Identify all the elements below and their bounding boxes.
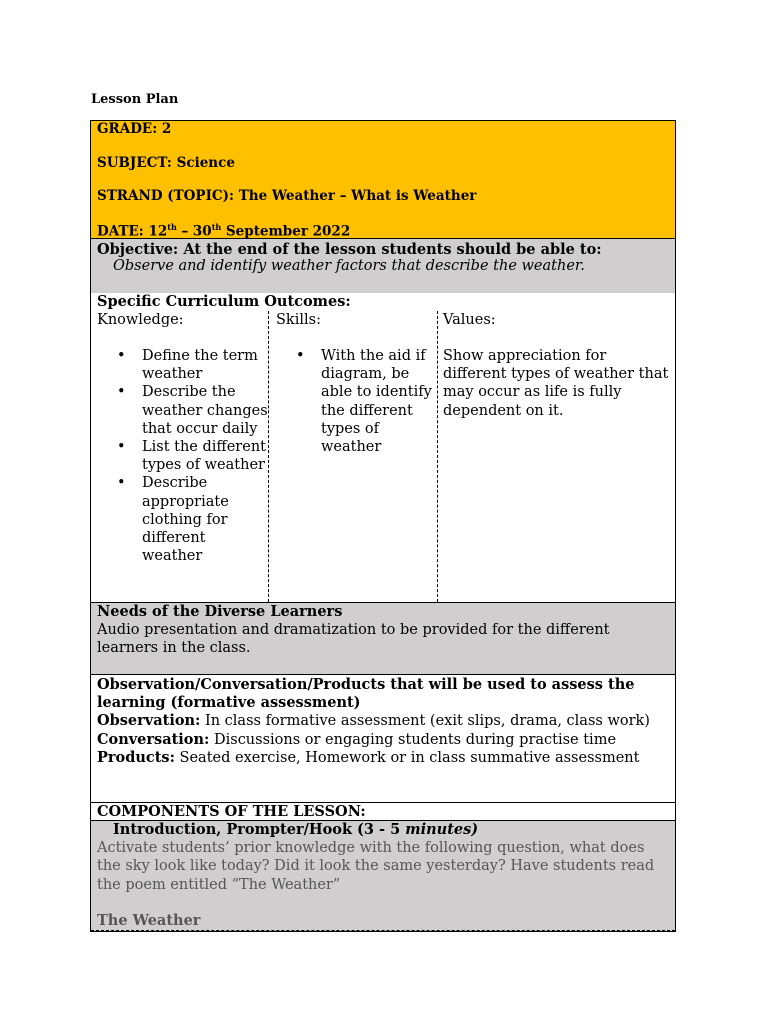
conversation-line bbox=[97, 731, 669, 749]
values-text: Show appreciation for different types of weather that may occur as life is fully dependent on it. bbox=[443, 348, 669, 419]
needs-text: Audio presentation and dramatization to be provided for the different learners in the class. bbox=[97, 622, 610, 657]
needs-heading: Needs of the Diverse Learners bbox=[97, 603, 343, 620]
values-label: Values: bbox=[443, 312, 496, 328]
header-section bbox=[91, 121, 675, 239]
list-item: • Describe appropriate clothing for different weather bbox=[142, 474, 269, 565]
intro-heading bbox=[97, 821, 669, 839]
outcomes-section bbox=[91, 293, 675, 603]
intro-text: Activate students’ prior knowledge with the following question, what does the sky look like today? Did it look the same yesterday? Have students read the poem entitled “The Weather” bbox=[97, 840, 655, 893]
column-divider bbox=[437, 311, 438, 602]
intro-heading-text: Introduction, Prompter/Hook (3 - 5 bbox=[113, 821, 406, 838]
knowledge-label: Knowledge: bbox=[97, 312, 184, 328]
list-item: • Define the term weather bbox=[142, 347, 269, 383]
components-section bbox=[91, 803, 675, 931]
skills-column bbox=[276, 311, 436, 602]
strand-line: STRAND (TOPIC): The Weather – What is Weather bbox=[97, 188, 477, 204]
date-sup-2: th bbox=[211, 222, 222, 232]
products-text: Seated exercise, Homework or in class summative assessment bbox=[174, 749, 640, 766]
conversation-label: Conversation: bbox=[97, 730, 210, 748]
document-title: Lesson Plan bbox=[91, 92, 179, 107]
objective-section bbox=[91, 239, 675, 293]
products-line bbox=[97, 749, 669, 767]
objective-text: Observe and identify weather factors that describe the weather. bbox=[113, 258, 585, 274]
assessment-heading: Observation/Conversation/Products that will be used to assess the learning (formative assessment) bbox=[97, 676, 635, 712]
observation-text: In class formative assessment (exit slips, drama, class work) bbox=[200, 713, 650, 730]
observation-label: Observation: bbox=[97, 712, 201, 730]
needs-section bbox=[91, 603, 675, 675]
intro-heading-italic: minutes) bbox=[405, 821, 479, 838]
observation-line bbox=[97, 712, 669, 730]
date-sup-1: th bbox=[167, 222, 177, 232]
date-line bbox=[97, 222, 350, 240]
introduction-block bbox=[91, 821, 675, 931]
skills-label: Skills: bbox=[276, 312, 321, 328]
subject-line: SUBJECT: Science bbox=[97, 155, 235, 171]
assessment-section bbox=[91, 675, 675, 803]
list-item: • Describe the weather changes that occur daily bbox=[142, 383, 269, 438]
knowledge-list bbox=[97, 347, 269, 565]
objective-heading: Objective: At the end of the lesson students should be able to: bbox=[97, 241, 602, 258]
poem-title: The Weather bbox=[97, 911, 201, 929]
list-item: • With the aid if diagram, be able to identify the different types of weather bbox=[321, 347, 436, 456]
values-column bbox=[443, 311, 671, 602]
outcomes-heading: Specific Curriculum Outcomes: bbox=[97, 293, 351, 310]
date-suffix: September 2022 bbox=[221, 223, 351, 240]
conversation-text: Discussions or engaging students during practise time bbox=[209, 731, 617, 748]
date-mid: – 30 bbox=[176, 223, 212, 240]
components-heading: COMPONENTS OF THE LESSON: bbox=[91, 803, 675, 821]
date-prefix: DATE: 12 bbox=[97, 223, 168, 240]
knowledge-column bbox=[97, 311, 269, 602]
lesson-plan-table bbox=[90, 120, 676, 932]
list-item: • List the different types of weather bbox=[142, 438, 269, 474]
skills-list bbox=[276, 347, 436, 456]
products-label: Products: bbox=[97, 748, 175, 766]
grade-line: GRADE: 2 bbox=[97, 121, 172, 137]
